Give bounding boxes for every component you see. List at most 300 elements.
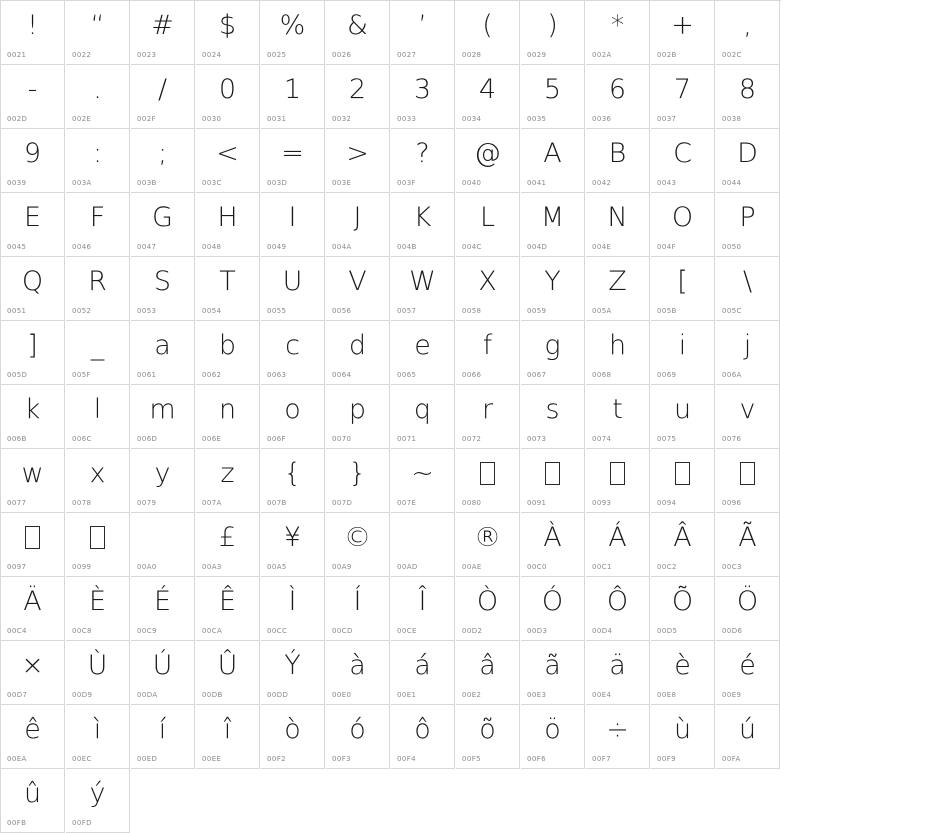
glyph-cell[interactable] (391, 321, 455, 385)
glyph-codepoint: 00FA (722, 755, 741, 763)
glyph-character: q (413, 393, 432, 425)
glyph-cell[interactable] (196, 193, 260, 257)
glyph-codepoint: 003C (202, 179, 222, 187)
glyph-cell[interactable] (716, 193, 780, 257)
glyph-character: K (413, 201, 432, 233)
glyph-cell[interactable] (586, 129, 650, 193)
glyph-codepoint: 002C (722, 51, 742, 59)
glyph-codepoint: 003A (72, 179, 92, 187)
glyph-codepoint: 00A0 (137, 563, 157, 571)
glyph-character: Q (21, 265, 44, 297)
glyph-codepoint: 0022 (72, 51, 92, 59)
glyph-cell[interactable] (456, 321, 520, 385)
glyph-cell[interactable] (716, 257, 780, 321)
glyph-cell[interactable] (651, 385, 715, 449)
glyph-character: w (21, 457, 44, 489)
glyph-cell[interactable] (196, 641, 260, 705)
glyph-cell[interactable] (66, 577, 130, 641)
glyph-codepoint: 0026 (332, 51, 352, 59)
glyph-cell[interactable] (326, 65, 390, 129)
glyph-character: B (608, 137, 627, 169)
glyph-codepoint: 003E (332, 179, 352, 187)
glyph-character: í (158, 713, 167, 745)
glyph-character: . (93, 73, 102, 105)
glyph-character: Ô (606, 585, 629, 617)
glyph-codepoint: 0024 (202, 51, 222, 59)
glyph-cell[interactable] (651, 705, 715, 769)
glyph-codepoint: 00A3 (202, 563, 222, 571)
glyph-character: ú (738, 713, 757, 745)
glyph-character: Ú (152, 649, 173, 681)
glyph-cell[interactable] (66, 1, 130, 65)
glyph-codepoint: 003D (267, 179, 288, 187)
glyph-cell[interactable] (651, 1, 715, 65)
glyph-cell[interactable] (651, 641, 715, 705)
glyph-codepoint: 00F2 (267, 755, 286, 763)
glyph-cell[interactable] (521, 321, 585, 385)
glyph-codepoint: 0091 (527, 499, 547, 507)
glyph-codepoint: 0039 (7, 179, 27, 187)
glyph-codepoint: 0075 (657, 435, 677, 443)
glyph-codepoint: 007A (202, 499, 222, 507)
glyph-character: = (281, 137, 304, 169)
glyph-cell[interactable] (716, 1, 780, 65)
glyph-character: c (285, 329, 300, 361)
glyph-codepoint: 0097 (7, 563, 27, 571)
glyph-cell[interactable] (456, 513, 520, 577)
glyph-codepoint: 0031 (267, 115, 287, 123)
glyph-cell[interactable] (391, 385, 455, 449)
glyph-codepoint: 00F9 (657, 755, 676, 763)
glyph-cell[interactable] (196, 513, 260, 577)
glyph-cell[interactable] (196, 65, 260, 129)
glyph-character: á (414, 649, 431, 681)
glyph-codepoint: 00C9 (137, 627, 157, 635)
glyph-character: r (481, 393, 494, 425)
glyph-cell[interactable] (521, 641, 585, 705)
glyph-cell[interactable] (456, 705, 520, 769)
glyph-cell[interactable] (326, 705, 390, 769)
glyph-cell[interactable] (326, 449, 390, 513)
glyph-cell[interactable] (456, 577, 520, 641)
glyph-character: M (540, 201, 565, 233)
glyph-character: l (93, 393, 102, 425)
glyph-cell[interactable] (521, 385, 585, 449)
glyph-character (66, 513, 129, 561)
glyph-cell[interactable] (716, 321, 780, 385)
glyph-codepoint: 002B (657, 51, 677, 59)
glyph-character: Ã (738, 521, 757, 553)
glyph-cell[interactable] (521, 129, 585, 193)
glyph-codepoint: 0028 (462, 51, 482, 59)
glyph-codepoint: 00DD (267, 691, 289, 699)
glyph-character: m (149, 393, 176, 425)
glyph-cell[interactable] (456, 65, 520, 129)
glyph-cell[interactable] (261, 257, 325, 321)
glyph-cell[interactable] (651, 257, 715, 321)
glyph-cell[interactable] (196, 129, 260, 193)
glyph-character: 5 (543, 73, 562, 105)
glyph-codepoint: 00A9 (332, 563, 352, 571)
glyph-character: i (678, 329, 687, 361)
glyph-cell[interactable] (66, 769, 130, 833)
glyph-cell[interactable] (261, 449, 325, 513)
glyph-character: t (612, 393, 623, 425)
glyph-cell[interactable] (651, 193, 715, 257)
glyph-cell[interactable] (131, 385, 195, 449)
glyph-cell[interactable] (261, 641, 325, 705)
glyph-codepoint: 0032 (332, 115, 352, 123)
glyph-cell[interactable] (456, 449, 520, 513)
glyph-character: è (674, 649, 691, 681)
glyph-cell[interactable] (66, 65, 130, 129)
glyph-cell[interactable] (66, 129, 130, 193)
glyph-character: ? (415, 137, 430, 169)
glyph-codepoint: 007E (397, 499, 417, 507)
glyph-character: ê (24, 713, 41, 745)
glyph-character (521, 449, 584, 497)
glyph-character: E (23, 201, 42, 233)
glyph-cell[interactable] (521, 513, 585, 577)
glyph-cell[interactable] (1, 641, 65, 705)
glyph-cell[interactable] (521, 1, 585, 65)
glyph-cell[interactable] (66, 193, 130, 257)
glyph-cell[interactable] (131, 129, 195, 193)
glyph-codepoint: 0023 (137, 51, 157, 59)
glyph-cell[interactable] (716, 513, 780, 577)
glyph-cell[interactable] (586, 321, 650, 385)
glyph-codepoint: 00F6 (527, 755, 546, 763)
glyph-codepoint: 004E (592, 243, 612, 251)
glyph-cell[interactable] (326, 129, 390, 193)
glyph-character: n (218, 393, 237, 425)
glyph-cell[interactable] (651, 129, 715, 193)
glyph-character: p (348, 393, 367, 425)
glyph-codepoint: 0064 (332, 371, 352, 379)
glyph-codepoint: 0042 (592, 179, 612, 187)
glyph-character (716, 449, 779, 497)
glyph-cell[interactable] (131, 65, 195, 129)
glyph-codepoint: 00FB (7, 819, 27, 827)
glyph-cell[interactable] (261, 577, 325, 641)
glyph-codepoint: 00E9 (722, 691, 742, 699)
glyph-character: d (348, 329, 367, 361)
glyph-cell[interactable] (261, 65, 325, 129)
glyph-cell[interactable] (326, 577, 390, 641)
glyph-character: ó (349, 713, 366, 745)
glyph-codepoint: 00CE (397, 627, 417, 635)
glyph-cell[interactable] (456, 385, 520, 449)
glyph-cell[interactable] (651, 65, 715, 129)
glyph-cell[interactable] (196, 385, 260, 449)
glyph-cell[interactable] (261, 513, 325, 577)
glyph-cell[interactable] (196, 705, 260, 769)
glyph-cell[interactable] (586, 385, 650, 449)
glyph-cell[interactable] (66, 257, 130, 321)
glyph-codepoint: 0034 (462, 115, 482, 123)
glyph-codepoint: 0070 (332, 435, 352, 443)
glyph-character: b (218, 329, 237, 361)
glyph-cell[interactable] (131, 193, 195, 257)
glyph-cell[interactable] (521, 65, 585, 129)
glyph-character: Z (608, 265, 627, 297)
glyph-codepoint: 00C0 (527, 563, 547, 571)
glyph-cell[interactable] (521, 257, 585, 321)
glyph-character: A (543, 137, 562, 169)
glyph-character: 3 (413, 73, 432, 105)
glyph-cell[interactable] (586, 257, 650, 321)
glyph-cell[interactable] (456, 641, 520, 705)
glyph-cell[interactable] (586, 1, 650, 65)
glyph-cell[interactable] (586, 705, 650, 769)
glyph-cell[interactable] (716, 449, 780, 513)
glyph-codepoint: 0029 (527, 51, 547, 59)
glyph-cell[interactable] (261, 193, 325, 257)
glyph-codepoint: 00EA (7, 755, 27, 763)
glyph-character: Õ (671, 585, 694, 617)
glyph-codepoint: 00C2 (657, 563, 677, 571)
glyph-character: v (739, 393, 756, 425)
glyph-cell[interactable] (1, 129, 65, 193)
glyph-cell[interactable] (456, 129, 520, 193)
glyph-codepoint: 00CC (267, 627, 288, 635)
glyph-cell[interactable] (1, 769, 65, 833)
glyph-cell[interactable] (261, 321, 325, 385)
glyph-cell[interactable] (391, 449, 455, 513)
glyph-cell[interactable] (1, 385, 65, 449)
glyph-codepoint: 00CD (332, 627, 353, 635)
glyph-cell[interactable] (521, 577, 585, 641)
glyph-codepoint: 002F (137, 115, 156, 123)
glyph-cell[interactable] (1, 577, 65, 641)
glyph-character: ( (482, 9, 493, 41)
glyph-character: D (737, 137, 758, 169)
notdef-box-icon (90, 526, 105, 549)
glyph-character: I (288, 201, 297, 233)
glyph-codepoint: 00C8 (72, 627, 92, 635)
glyph-character: [ (677, 265, 688, 297)
glyph-cell[interactable] (326, 257, 390, 321)
glyph-cell[interactable] (131, 641, 195, 705)
glyph-codepoint: 0046 (72, 243, 92, 251)
glyph-character: G (152, 201, 173, 233)
glyph-character: u (673, 393, 692, 425)
glyph-cell[interactable] (651, 449, 715, 513)
glyph-character: È (88, 585, 107, 617)
notdef-box-icon (740, 462, 755, 485)
glyph-codepoint: 0051 (7, 307, 27, 315)
glyph-character: Ý (284, 649, 301, 681)
glyph-cell[interactable] (391, 193, 455, 257)
glyph-codepoint: 005F (72, 371, 91, 379)
glyph-cell[interactable] (326, 321, 390, 385)
glyph-cell[interactable] (326, 1, 390, 65)
glyph-codepoint: 0067 (527, 371, 547, 379)
glyph-cell[interactable] (391, 129, 455, 193)
glyph-cell[interactable] (391, 513, 455, 577)
glyph-character: Î (418, 585, 427, 617)
glyph-character: 4 (478, 73, 497, 105)
glyph-cell[interactable] (66, 321, 130, 385)
glyph-codepoint: 0041 (527, 179, 547, 187)
glyph-codepoint: 00E1 (397, 691, 417, 699)
glyph-cell[interactable] (456, 257, 520, 321)
glyph-character: W (409, 265, 436, 297)
glyph-character: H (217, 201, 238, 233)
glyph-character: Ó (541, 585, 564, 617)
glyph-cell[interactable] (391, 641, 455, 705)
glyph-cell[interactable] (131, 257, 195, 321)
glyph-cell[interactable] (586, 193, 650, 257)
glyph-cell[interactable] (326, 193, 390, 257)
glyph-character: 7 (673, 73, 692, 105)
glyph-cell[interactable] (326, 513, 390, 577)
glyph-cell[interactable] (261, 385, 325, 449)
glyph-cell[interactable] (716, 65, 780, 129)
glyph-cell[interactable] (1, 257, 65, 321)
glyph-codepoint: 0053 (137, 307, 157, 315)
glyph-codepoint: 0033 (397, 115, 417, 123)
glyph-cell[interactable] (586, 449, 650, 513)
glyph-codepoint: 0037 (657, 115, 677, 123)
glyph-codepoint: 00DB (202, 691, 223, 699)
glyph-codepoint: 003F (397, 179, 416, 187)
glyph-codepoint: 00DA (137, 691, 158, 699)
glyph-cell[interactable] (261, 129, 325, 193)
glyph-cell[interactable] (66, 513, 130, 577)
glyph-codepoint: 002A (592, 51, 612, 59)
glyph-cell[interactable] (1, 449, 65, 513)
glyph-cell[interactable] (521, 705, 585, 769)
glyph-codepoint: 005C (722, 307, 742, 315)
glyph-character: k (24, 393, 41, 425)
glyph-character: # (151, 9, 174, 41)
glyph-cell[interactable] (196, 449, 260, 513)
glyph-cell[interactable] (391, 65, 455, 129)
glyph-character: ~ (411, 457, 434, 489)
glyph-codepoint: 0071 (397, 435, 417, 443)
glyph-cell[interactable] (1, 513, 65, 577)
glyph-character: T (219, 265, 236, 297)
glyph-cell[interactable] (1, 193, 65, 257)
glyph-character: J (353, 201, 362, 233)
glyph-character: 1 (283, 73, 302, 105)
glyph-cell[interactable] (716, 129, 780, 193)
glyph-cell[interactable] (326, 385, 390, 449)
glyph-cell[interactable] (716, 385, 780, 449)
glyph-cell[interactable] (261, 705, 325, 769)
glyph-cell[interactable] (391, 577, 455, 641)
glyph-codepoint: 00D5 (657, 627, 678, 635)
glyph-character: e (414, 329, 431, 361)
glyph-cell[interactable] (196, 257, 260, 321)
glyph-cell[interactable] (131, 577, 195, 641)
glyph-cell[interactable] (456, 1, 520, 65)
glyph-cell[interactable] (521, 449, 585, 513)
glyph-cell[interactable] (716, 641, 780, 705)
glyph-character: C (673, 137, 692, 169)
glyph-codepoint: 00EE (202, 755, 222, 763)
glyph-cell[interactable] (586, 65, 650, 129)
glyph-cell[interactable] (391, 1, 455, 65)
glyph-cell[interactable] (456, 193, 520, 257)
glyph-cell[interactable] (326, 641, 390, 705)
glyph-codepoint: 006F (267, 435, 286, 443)
glyph-cell[interactable] (1, 1, 65, 65)
glyph-character: ! (27, 9, 38, 41)
glyph-cell[interactable] (131, 321, 195, 385)
glyph-character: ì (93, 713, 102, 745)
glyph-codepoint: 0080 (462, 499, 482, 507)
glyph-cell[interactable] (586, 641, 650, 705)
glyph-codepoint: 00E0 (332, 691, 352, 699)
glyph-cell[interactable] (1, 705, 65, 769)
glyph-cell[interactable] (131, 705, 195, 769)
glyph-cell[interactable] (716, 577, 780, 641)
glyph-codepoint: 007D (332, 499, 353, 507)
glyph-character: ® (474, 521, 501, 553)
glyph-codepoint: 0093 (592, 499, 612, 507)
glyph-codepoint: 0077 (7, 499, 27, 507)
glyph-character: 6 (608, 73, 627, 105)
glyph-cell[interactable] (586, 577, 650, 641)
glyph-cell[interactable] (1, 321, 65, 385)
glyph-codepoint: 0072 (462, 435, 482, 443)
glyph-cell[interactable] (716, 705, 780, 769)
glyph-cell[interactable] (196, 577, 260, 641)
glyph-codepoint: 0038 (722, 115, 742, 123)
glyph-cell[interactable] (66, 641, 130, 705)
glyph-codepoint: 00F4 (397, 755, 416, 763)
glyph-codepoint: 00D4 (592, 627, 613, 635)
glyph-character (131, 513, 194, 561)
glyph-cell[interactable] (391, 705, 455, 769)
glyph-character: S (153, 265, 172, 297)
glyph-codepoint: 0036 (592, 115, 612, 123)
glyph-character: \ (742, 265, 753, 297)
glyph-cell[interactable] (196, 321, 260, 385)
glyph-character: % (279, 9, 306, 41)
glyph-cell[interactable] (1, 65, 65, 129)
glyph-character: _ (90, 329, 105, 361)
glyph-cell[interactable] (66, 385, 130, 449)
glyph-codepoint: 002D (7, 115, 28, 123)
glyph-codepoint: 00AE (462, 563, 482, 571)
glyph-cell[interactable] (196, 1, 260, 65)
glyph-cell[interactable] (586, 513, 650, 577)
glyph-cell[interactable] (391, 257, 455, 321)
glyph-character: j (743, 329, 752, 361)
glyph-cell[interactable] (66, 705, 130, 769)
glyph-cell[interactable] (131, 513, 195, 577)
glyph-codepoint: 0021 (7, 51, 27, 59)
glyph-cell[interactable] (66, 449, 130, 513)
glyph-character: Y (544, 265, 561, 297)
glyph-character: , (743, 9, 752, 41)
glyph-character: î (223, 713, 232, 745)
glyph-cell[interactable] (131, 1, 195, 65)
glyph-character (456, 449, 519, 497)
glyph-codepoint: 0068 (592, 371, 612, 379)
glyph-cell[interactable] (651, 577, 715, 641)
glyph-cell[interactable] (131, 449, 195, 513)
glyph-character: £ (218, 521, 237, 553)
glyph-cell[interactable] (651, 513, 715, 577)
glyph-codepoint: 00C1 (592, 563, 612, 571)
glyph-cell[interactable] (521, 193, 585, 257)
glyph-cell[interactable] (261, 1, 325, 65)
glyph-cell[interactable] (651, 321, 715, 385)
